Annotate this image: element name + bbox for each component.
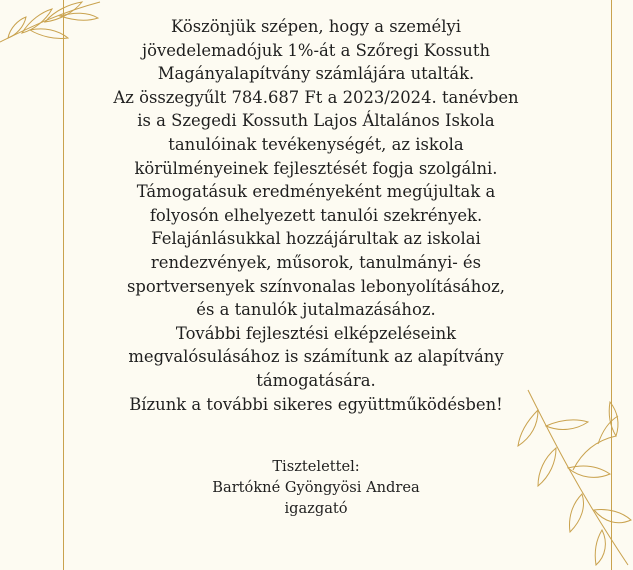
letter-line: körülményeinek fejlesztését fogja szolgálni. [134,158,498,178]
letter-line: tanulóinak tevékenységét, az iskola [168,134,464,154]
letter-line: és a tanulók jutalmazásához. [196,300,436,320]
letter-line: Az összegyűlt 784.687 Ft a 2023/2024. tanévben [113,87,519,107]
letter-line: megvalósulásához is számítunk az alapítvány [128,347,504,367]
letter-line: jövedelemadójuk 1%-át a Szőregi Kossuth [142,40,490,60]
letter-line: Felajánlásukkal hozzájárultak az iskolai [151,229,481,249]
letter-body [100,15,532,416]
letter-line: támogatására. [256,370,376,390]
letter-line: Magányalapítvány számlájára utalták. [157,64,475,84]
signature-title: igazgató [284,500,348,517]
letter-line: Támogatásuk eredményeként megújultak a [136,182,496,202]
letter-line: sportversenyek színvonalas lebonyolításához, [127,276,505,296]
gold-leaf-branch-icon [0,0,105,55]
letter-line: is a Szegedi Kossuth Lajos Általános Iskola [137,111,495,131]
signature-name: Bartókné Gyöngyösi Andrea [212,479,420,496]
letter-line: folyosón elhelyezett tanulói szekrények. [149,205,483,225]
letter-line: rendezvények, műsorok, tanulmányi- és [150,252,482,272]
letter-line: További fejlesztési elképzeléseink [175,323,457,343]
signature-greeting: Tisztelettel: [272,458,360,475]
letter-line: Köszönjük szépen, hogy a személyi [171,17,461,36]
left-border-line [63,0,64,570]
letter-closing-line: Bízunk a további sikeres együttműködésben! [129,394,503,414]
signature-block [100,456,532,519]
right-border-line [611,0,612,570]
